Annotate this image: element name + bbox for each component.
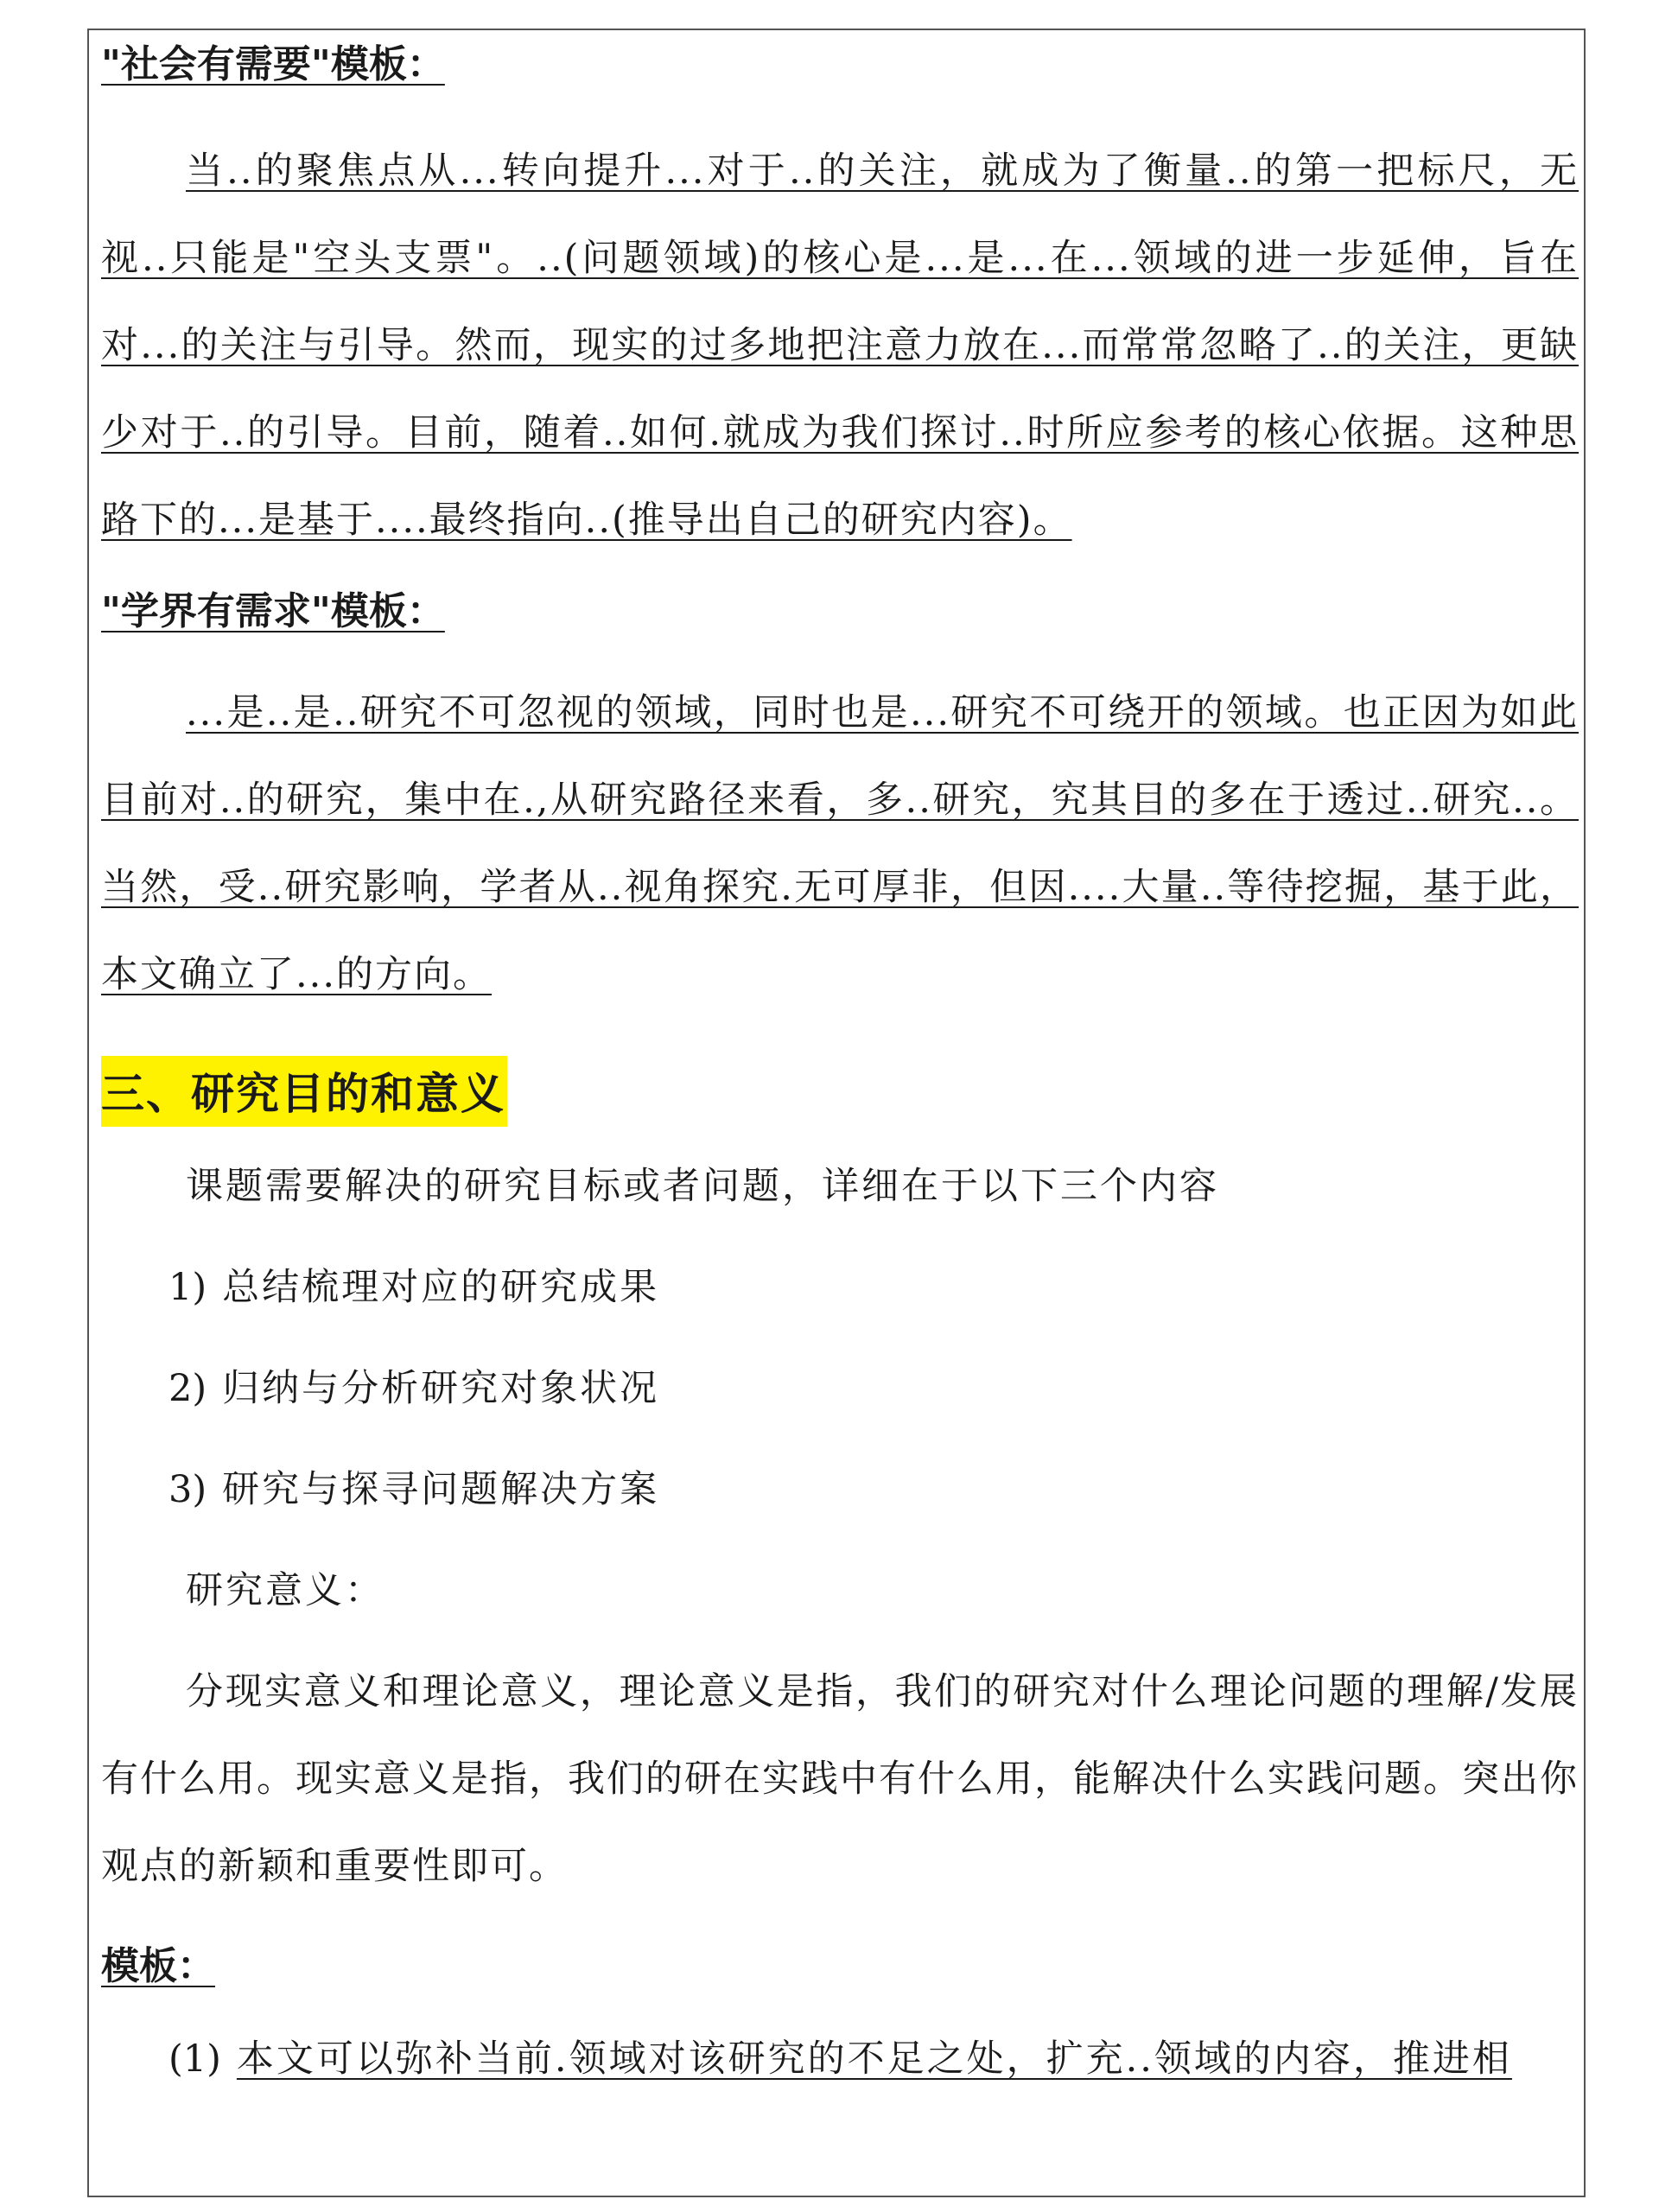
social-need-paragraph <box>101 128 1579 564</box>
list-item <box>101 1338 1579 1440</box>
list-item <box>101 1440 1579 1541</box>
list-item <box>101 1237 1579 1338</box>
section-three-title: 三、研究目的和意义 <box>101 1056 507 1127</box>
academic-need-paragraph-text: ...是..是..研究不可忽视的领域，同时也是...研究不可绕开的领域。也正因为如此目前对..的研究，集中在.,从研究路径来看，多..研究，究其目的多在于透过..研究..。当然，受..研究影响，学者从..视角探究.无可厚非，但因....大量..等待挖掘，基于此，本文确立了...的方向。 <box>101 691 1579 996</box>
social-need-heading-text: "社会有需要"模板： <box>101 42 445 86</box>
academic-need-paragraph <box>101 670 1579 1019</box>
research-goal-intro: 课题需要解决的研究目标或者问题，详细在于以下三个内容 <box>186 1165 1219 1208</box>
document-content <box>101 35 1579 2110</box>
list-item-text: 归纳与分析研究对象状况 <box>222 1367 660 1410</box>
list-item-number: 2) <box>168 1367 207 1410</box>
list-item-text: 总结梳理对应的研究成果 <box>222 1266 660 1309</box>
list-item-number: 1) <box>168 1266 207 1309</box>
template-item-number: (1) <box>168 2037 221 2081</box>
template-item <box>101 2009 1579 2110</box>
significance-label: 研究意义： <box>186 1569 385 1612</box>
template-heading-text: 模板： <box>101 1944 215 1988</box>
social-need-paragraph-text: 当..的聚焦点从...转向提升...对于..的关注，就成为了衡量..的第一把标尺，无视..只能是"空头支票"。..(问题领域)的核心是...是...在...领域的进一步延伸，旨在对...的关注与引导。然而，现实的过多地把注意力放在...而常常忽略了..的关注，更缺少对于..的引导。目前，随着..如何.就成为我们探讨..时所应参考的核心依据。这种思路下的...是基于....最终指向..(推导出自己的研究内容)。 <box>101 149 1579 542</box>
template-heading <box>101 1936 1579 1997</box>
section-three-heading <box>101 1050 1579 1133</box>
social-need-heading <box>101 35 1579 95</box>
template-item-text: 本文可以弥补当前.领域对该研究的不足之处，扩充..领域的内容，推进相 <box>236 2037 1512 2081</box>
list-item-text: 研究与探寻问题解决方案 <box>222 1468 660 1511</box>
list-item-number: 3) <box>168 1468 207 1511</box>
academic-need-heading-text: "学界有需求"模板： <box>101 589 445 633</box>
significance-paragraph: 分现实意义和理论意义，理论意义是指，我们的研究对什么理论问题的理解/发展有什么用。现实意义是指，我们的研在实践中有什么用，能解决什么实践问题。突出你观点的新颖和重要性即可。 <box>101 1670 1579 1888</box>
academic-need-heading <box>101 582 1579 642</box>
